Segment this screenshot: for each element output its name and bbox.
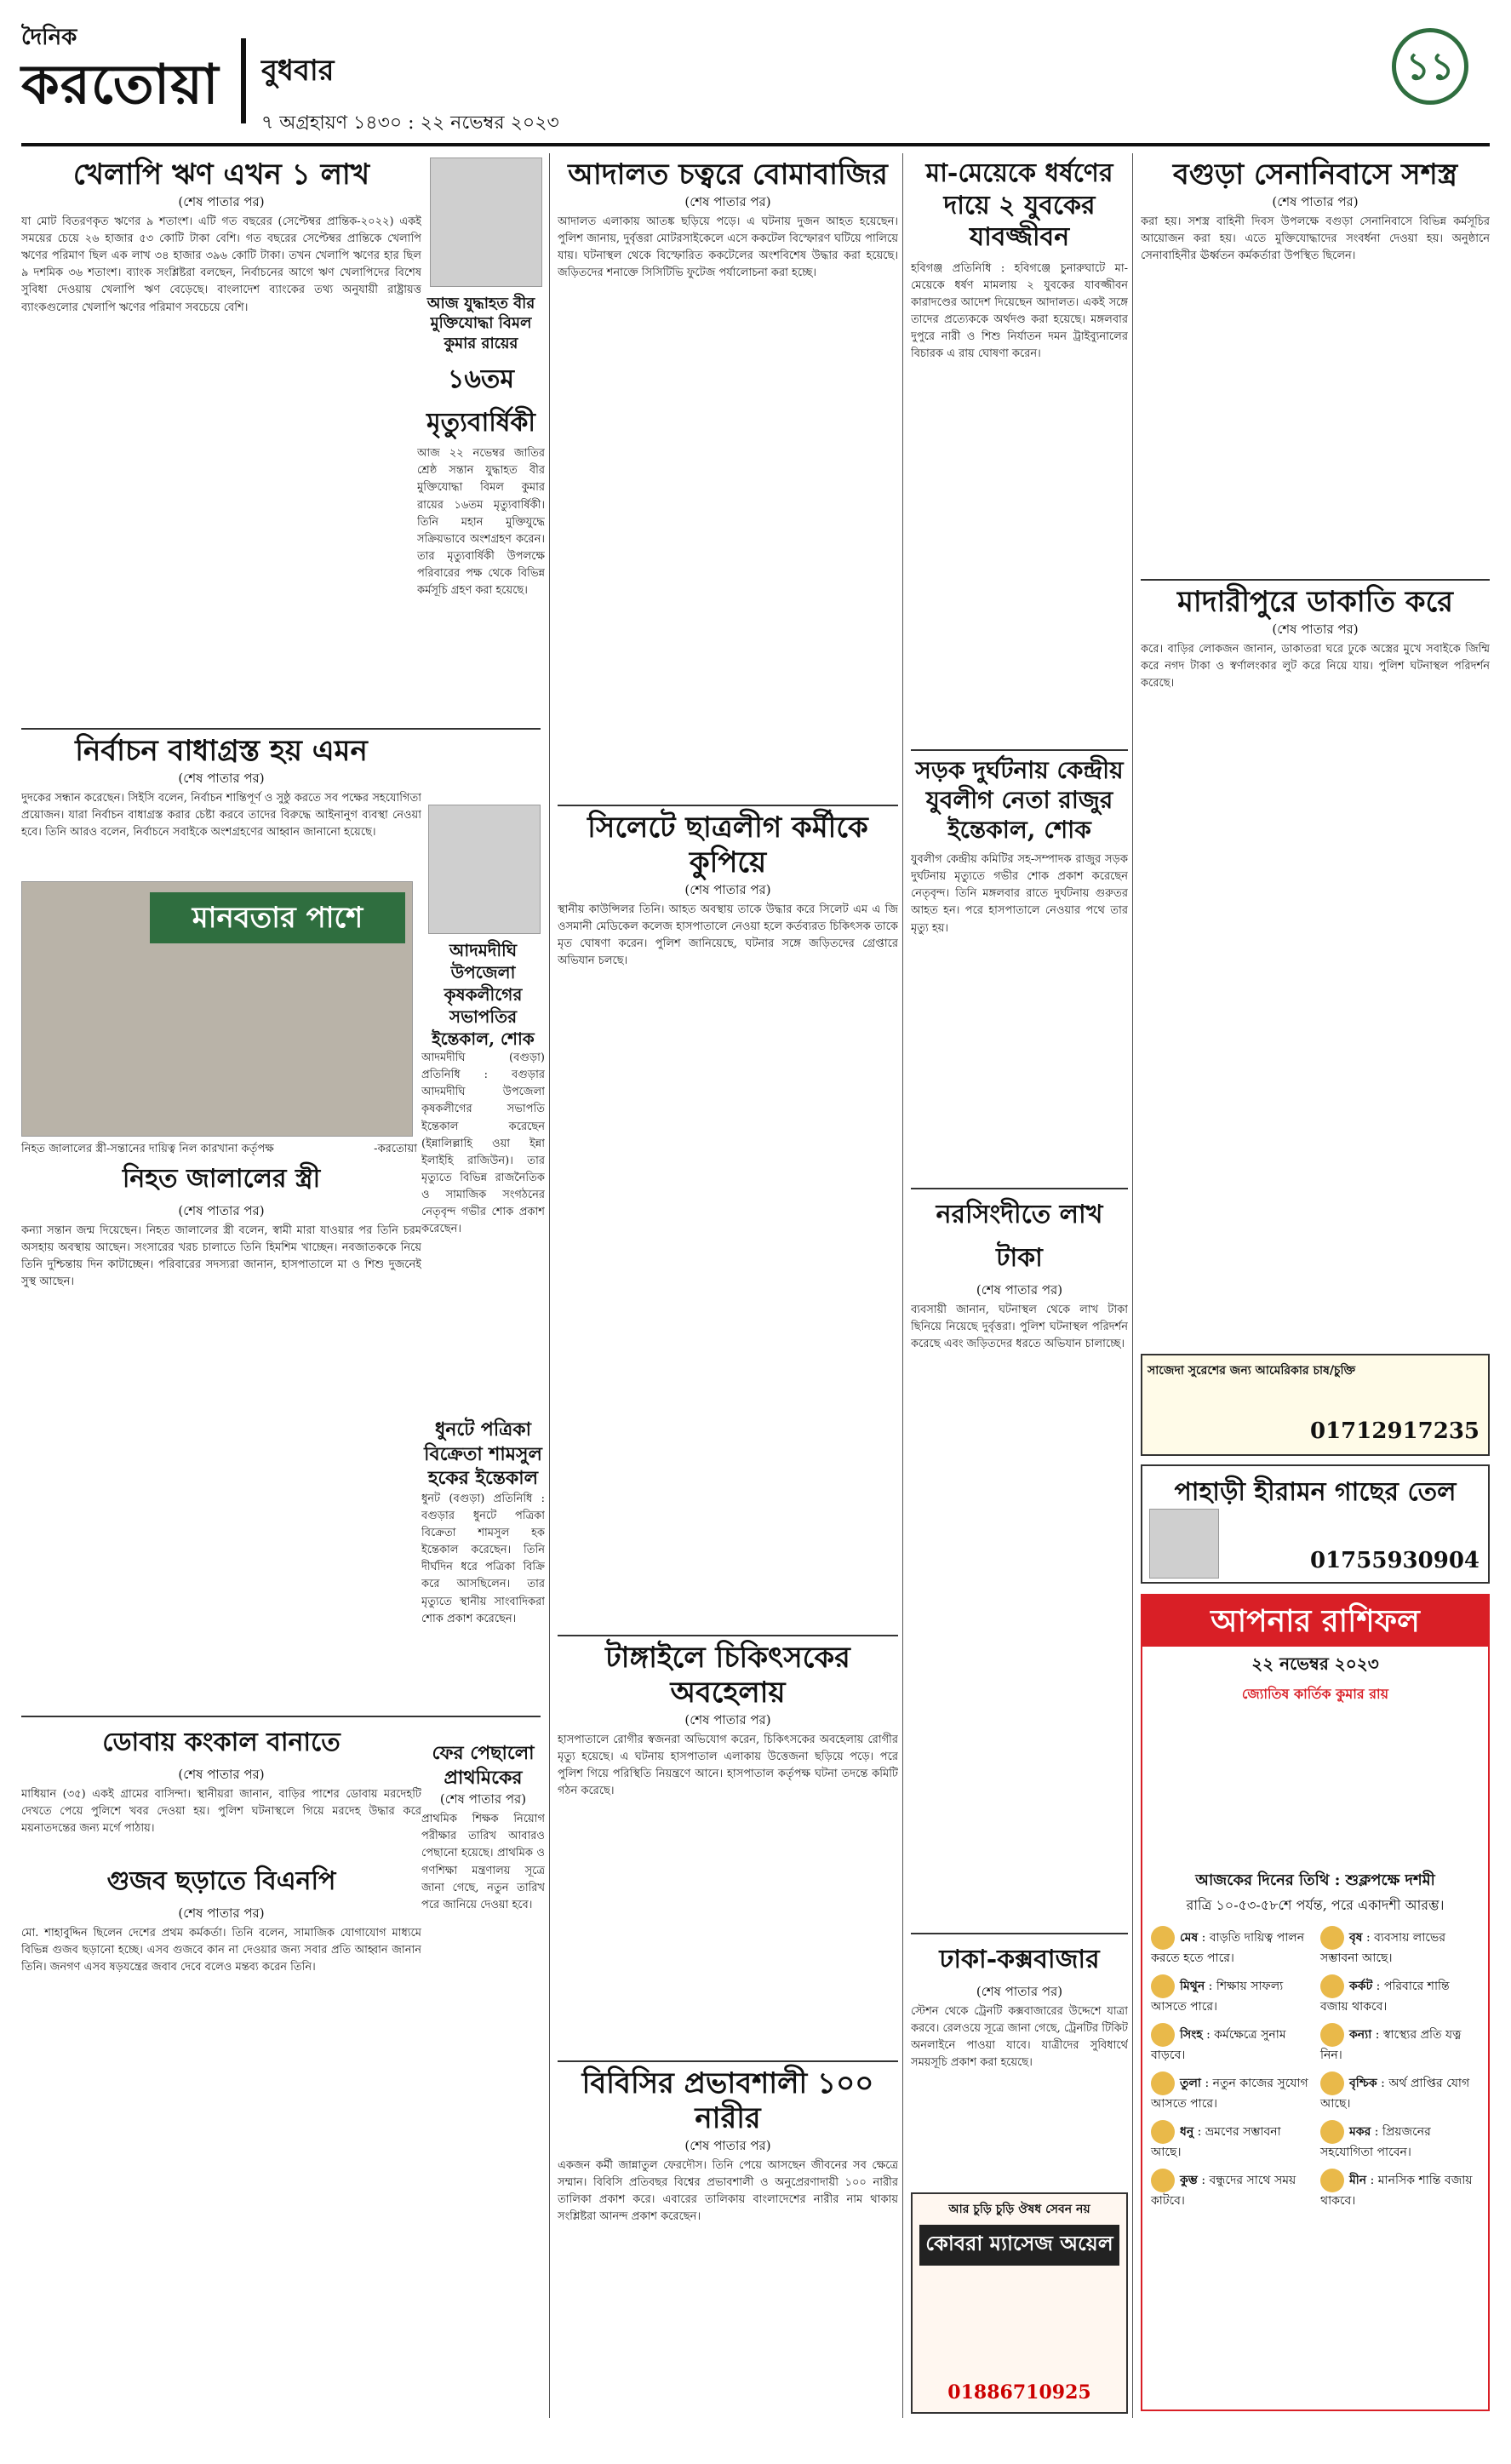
- zodiac-text: ব্যবসায় লাভের সম্ভাবনা আছে।: [1320, 1931, 1446, 1965]
- zodiac-icon: [1151, 1974, 1175, 1998]
- article-prathomik: [421, 1741, 545, 2441]
- zodiac-text: শিক্ষায় সাফল্য আসতে পারে।: [1151, 1980, 1284, 2014]
- section-rule: [558, 1635, 898, 1636]
- zodiac-sign: কর্কট : পরিবারে শান্তি বজায় থাকবে।: [1320, 1974, 1480, 2016]
- horoscope-title: আপনার রাশিফল: [1142, 1596, 1488, 1647]
- article-rape-verdict: [911, 158, 1128, 771]
- zodiac-text: ভ্রমণের সম্ভাবনা আছে।: [1151, 2125, 1281, 2159]
- article-doba: [21, 1722, 421, 1880]
- article-headline: বগুড়া সেনানিবাসে সশস্ত্র: [1172, 158, 1458, 192]
- masthead-rule: [21, 143, 1490, 146]
- article-body: স্থানীয় কাউন্সিলর তিনি। আহত অবস্থায় তাকে উদ্ধার করে সিলেট এম এ জি ওসমানী মেডিকেল কলেজ হাসপাতালে নেওয়া হলে কর্তব্যরত চিকিৎসক তাকে মৃত ঘোষণা করেন। পুলিশ জানিয়েছে, ঘটনার সঙ্গে জড়িতদের গ্রেপ্তারে অভিযান চলছে।: [558, 903, 898, 968]
- zodiac-name: বৃশ্চিক: [1349, 2077, 1377, 2090]
- zodiac-sign: কুম্ভ : বন্ধুদের সাথে সময় কাটবে।: [1151, 2169, 1310, 2210]
- article-bogura-cantonment: [1141, 158, 1490, 580]
- zodiac-text: মানসিক শান্তি বজায় থাকবে।: [1320, 2174, 1473, 2208]
- zodiac-sign: মকর : প্রিয়জনের সহযোগিতা পাবেন।: [1320, 2120, 1480, 2162]
- article-headline: গুজব ছড়াতে বিএনপি: [106, 1866, 336, 1896]
- zodiac-icon: [1320, 2120, 1344, 2144]
- zodiac-text: নতুন কাজের সুযোগ আসতে পারে।: [1151, 2077, 1308, 2111]
- zodiac-sign: মেষ : বাড়তি দায়িত্ব পালন করতে হতে পারে।: [1151, 1926, 1310, 1968]
- zodiac-name: তুলা: [1180, 2077, 1201, 2090]
- article-madaripur: [1141, 585, 1490, 1348]
- article-headline: সড়ক দুর্ঘটনায় কেন্দ্রীয় যুবলীগ নেতা রাজুর ইন্তেকাল, শোক: [915, 756, 1124, 844]
- article-continued: (শেষ পাতার পর): [684, 881, 771, 897]
- article-jalal-wife: [21, 1158, 421, 1699]
- memorial-photo: [430, 158, 542, 287]
- article-bbc: [558, 2066, 898, 2464]
- article-body: আদমদীঘি (বগুড়া) প্রতিনিধি : বগুড়ার আদমদীঘি উপজেলা কৃষকলীগের সভাপতি ইন্তেকাল করেছেন (ইন্নালিল্লাহি ওয়া ইন্না ইলাইহি রাজিউন)। তার মৃত্যুতে বিভিন্ন রাজনৈতিক ও সামাজিক সংগঠনের নেতৃবৃন্দ গভীর শোক প্রকাশ করেছেন।: [421, 1051, 545, 1236]
- zodiac-text: বন্ধুদের সাথে সময় কাটবে।: [1151, 2174, 1296, 2208]
- zodiac-name: মকর: [1349, 2125, 1371, 2139]
- zodiac-text: অর্থ প্রাপ্তির যোগ আছে।: [1320, 2077, 1470, 2111]
- zodiac-name: মেষ: [1180, 1931, 1199, 1945]
- article-continued: (শেষ পাতার পর): [178, 193, 265, 209]
- article-body: দুদকের সন্ধান করেছেন। সিইসি বলেন, নির্বাচন শান্তিপূর্ণ ও সুষ্ঠু করতে সব পক্ষের সহযোগিতা প্রয়োজন। যারা নির্বাচন বাধাগ্রস্ত করার চেষ্টা করবে তাদের বিরুদ্ধে আইনানুগ ব্যবস্থা নেওয়া হবে। তিনি আরও বলেন, নির্বাচনে সবাইকে অংশগ্রহণের আহ্বান জানানো হয়েছে।: [21, 791, 421, 839]
- ad-phone: 01755930904: [1310, 1548, 1480, 1573]
- article-headline: ফের পেছালো প্রাথমিকের: [432, 1742, 535, 1789]
- photo-caption: নিহত জালালের স্ত্রী-সন্তানের দায়িত্ব নিল কারখানা কর্তৃপক্ষ: [21, 1143, 274, 1155]
- page-number: ১১: [1392, 28, 1468, 105]
- issue-date: ৭ অগ্রহায়ণ ১৪৩০ : ২২ নভেম্বর ২০২৩: [261, 112, 559, 134]
- masthead: [21, 13, 1490, 140]
- article-continued: (শেষ পাতার পর): [1272, 193, 1359, 209]
- memorial-block: [430, 158, 541, 287]
- article-body: হাসপাতালে রোগীর স্বজনরা অভিযোগ করেন, চিকিৎসকের অবহেলায় রোগীর মৃত্যু হয়েছে। এ ঘটনায় হাসপাতাল এলাকায় উত্তেজনা ছড়িয়ে পড়ে। পরে পুলিশ গিয়ে পরিস্থিতি নিয়ন্ত্রণে আনে। হাসপাতাল কর্তৃপক্ষ ঘটনা তদন্তে কমিটি গঠন করেছে।: [558, 1733, 898, 1798]
- banner-text: মানবতার পাশে: [150, 892, 405, 943]
- zodiac-icon: [1320, 2071, 1344, 2095]
- article-continued: (শেষ পাতার পর): [976, 1984, 1063, 1999]
- tithi-time: রাত্রি ১০-৫৩-৫৮শে পর্যন্ত, পরে একাদশী আরম্ভ।: [1186, 1897, 1445, 1913]
- article-continued: (শেষ পাতার পর): [684, 1711, 771, 1728]
- zodiac-name: সিংহ: [1180, 2028, 1203, 2042]
- zodiac-sign: বৃশ্চিক : অর্থ প্রাপ্তির যোগ আছে।: [1320, 2071, 1480, 2113]
- article-body: প্রাথমিক শিক্ষক নিয়োগ পরীক্ষার তারিখ আবারও পেছানো হয়েছে। প্রাথমিক ও গণশিক্ষা মন্ত্রণালয় সূত্রে জানা গেছে, নতুন তারিখ পরে জানিয়ে দেওয়া হবে।: [421, 1813, 545, 1911]
- tithi-title: আজকের দিনের তিথি : শুক্লপক্ষে দশমী: [1195, 1871, 1435, 1889]
- zodiac-text: পরিবারে শান্তি বজায় থাকবে।: [1320, 1980, 1450, 2014]
- ad-cobra: [911, 2192, 1128, 2414]
- article-body: মো. শাহাবুদ্দিন ছিলেন দেশের প্রথম কর্মকর্তা। তিনি বলেন, সামাজিক যোগাযোগ মাধ্যমে বিভিন্ন গুজব ছড়ানো হচ্ছে। এসব গুজবে কান না দেওয়ার জন্য সবার প্রতি আহ্বান জানান তিনি। জনগণ এসব ষড়যন্ত্রের জবাব দেবে বলেও মন্তব্য করেন তিনি।: [21, 1927, 421, 1974]
- article-body: মাধিয়ান (৩৫) একই গ্রামের বাসিন্দা। স্থানীয়রা জানান, বাড়ির পাশের ডোবায় মরদেহটি দেখতে পেয়ে পুলিশে খবর দেওয়া হয়। পুলিশ ঘটনাস্থলে গিয়ে মরদেহ উদ্ধার করে ময়নাতদন্তের জন্য মর্গে পাঠায়।: [21, 1788, 421, 1836]
- article-headline: টাঙ্গাইলে চিকিৎসকের অবহেলায়: [605, 1641, 850, 1710]
- newspaper-logo: করতোয়া: [21, 53, 220, 117]
- article-nirbachon: [21, 734, 421, 901]
- zodiac-name: কুম্ভ: [1180, 2174, 1198, 2187]
- zodiac-name: কন্যা: [1349, 2028, 1372, 2042]
- ad-phone: 01886710925: [947, 2381, 1091, 2404]
- memorial-body: আজ ২২ নভেম্বর জাতির শ্রেষ্ঠ সন্তান যুদ্ধাহত বীর মুক্তিযোদ্ধা বিমল কুমার রায়ের ১৬তম মৃত্যুবার্ষিকী। তিনি মহান মুক্তিযুদ্ধে সক্রিয়ভাবে অংশগ্রহণ করেন। তার মৃত্যুবার্ষিকী উপলক্ষে পরিবারের পক্ষ থেকে বিভিন্ন কর্মসূচি গ্রহণ করা হয়েছে।: [417, 447, 545, 598]
- zodiac-name: মীন: [1349, 2174, 1367, 2187]
- article-body: একজন কর্মী জান্নাতুল ফেরদৌস। তিনি পেয়ে আসছেন জীবনের সব ক্ষেত্রে সম্মান। বিবিসি প্রতিবছর বিশ্বের প্রভাবশালী ও অনুপ্রেরণাদায়ী ১০০ নারীর তালিকা প্রকাশ করে। এবারের তালিকায় বাংলাদেশের নারীর নাম থাকায় সংশ্লিষ্টরা আনন্দ প্রকাশ করেছেন।: [558, 2158, 898, 2224]
- article-body: করে। বাড়ির লোকজন জানান, ডাকাতরা ঘরে ঢুকে অস্ত্রের মুখে সবাইকে জিম্মি করে নগদ টাকা ও স্বর্ণালংকার লুট করে নিয়ে যায়। পুলিশ ঘটনাস্থল পরিদর্শন করেছে।: [1141, 642, 1490, 690]
- article-headline: আদমদীঘি উপজেলা কৃষকলীগের সভাপতির ইন্তেকাল, শোক: [432, 940, 535, 1049]
- memorial-subtitle: ১৬তম মৃত্যুবার্ষিকী: [426, 364, 535, 438]
- zodiac-icon: [1320, 2023, 1344, 2047]
- article-body: আদালত এলাকায় আতঙ্ক ছড়িয়ে পড়ে। এ ঘটনায় দুজন আহত হয়েছেন। পুলিশ জানায়, দুর্বৃত্তরা মোটরসাইকেলে এসে ককটেল বিস্ফোরণ ঘটিয়ে পালিয়ে যায়। ঘটনাস্থল থেকে বিস্ফোরিত ককটেলের অংশবিশেষ উদ্ধার করা হয়েছে। জড়িতদের শনাক্তে সিসিটিভি ফুটেজ পর্যালোচনা করা হচ্ছে।: [558, 215, 898, 280]
- ad-title: সাজেদা সুরেশের জন্য আমেরিকার চাষ/চুক্তি: [1148, 1364, 1356, 1378]
- article-body: ধুনট (বগুড়া) প্রতিনিধি : বগুড়ার ধুনটে পত্রিকা বিক্রেতা শামসুল হক ইন্তেকাল করেছেন। তিনি দীর্ঘদিন ধরে পত্রিকা বিক্রি করে আসছিলেন। তার মৃত্যুতে স্থানীয় সাংবাদিকরা শোক প্রকাশ করেছেন।: [421, 1492, 545, 1625]
- article-adalot: [558, 158, 898, 810]
- article-headline: ঢাকা-কক্সবাজার: [939, 1945, 1100, 1974]
- section-rule: [911, 749, 1128, 751]
- section-rule: [21, 728, 541, 730]
- zodiac-sign: ধনু : ভ্রমণের সম্ভাবনা আছে।: [1151, 2120, 1310, 2162]
- column-divider: [902, 153, 903, 2418]
- article-body: যা মোট বিতরণকৃত ঋণের ৯ শতাংশ। এটি গত বছরের (সেপ্টেম্বর প্রান্তিক-২০২২) একই সময়ের চেয়ে ২৬ হাজার ৫৩ কোটি টাকা বেশি। গত বছরের সেপ্টেম্বর প্রান্তিকে খেলাপি ঋণের পরিমাণ ছিল এক লাখ ৩৪ হাজার ৩৯৬ কোটি টাকা। তখন খেলাপি ঋণের হার ছিল ৯ দশমিক ৩৬ শতাংশ। ব্যাংক সংশ্লিষ্টরা বলছেন, নির্বাচনের আগে ঋণ খেলাপিদের বিশেষ সুবিধা দেওয়ায় খেলাপি ঋণ বেড়েছে। বাংলাদেশ ব্যাংকের তথ্য অনুযায়ী রাষ্ট্রায়ত্ত ব্যাংকগুলোর খেলাপি ঋণের পরিমাণ সবচেয়ে বেশি।: [21, 215, 421, 314]
- ad-photo: [1149, 1509, 1219, 1579]
- article-dhunot: [421, 1418, 545, 1763]
- section-rule: [911, 1188, 1128, 1189]
- zodiac-icon: [1151, 2120, 1175, 2144]
- column-divider: [1132, 153, 1133, 2418]
- article-body: যুবলীগ কেন্দ্রীয় কমিটির সহ-সম্পাদক রাজুর সড়ক দুর্ঘটনায় মৃত্যুতে গভীর শোক প্রকাশ করেছেন নেতৃবৃন্দ। তিনি মঙ্গলবার রাতে দুর্ঘটনায় গুরুতর আহত হন। পরে হাসপাতালে নেওয়ার পথে তার মৃত্যু হয়।: [911, 853, 1128, 935]
- zodiac-icon: [1151, 2071, 1175, 2095]
- ad-title: আর চুড়ি চুড়ি ঔষধ সেবন নয়: [948, 2203, 1090, 2216]
- article-continued: (শেষ পাতার পর): [178, 1767, 265, 1782]
- article-body: করা হয়। সশস্ত্র বাহিনী দিবস উপলক্ষে বগুড়া সেনানিবাসে বিভিন্ন কর্মসূচির আয়োজন করা হয়। এতে মুক্তিযোদ্ধাদের সংবর্ধনা দেওয়া হয়। অনুষ্ঠানে সেনাবাহিনীর ঊর্ধ্বতন কর্মকর্তারা উপস্থিত ছিলেন।: [1141, 215, 1490, 263]
- article-headline: নিহত জালালের স্ত্রী: [122, 1164, 321, 1194]
- article-headline: আদালত চত্বরে বোমাবাজির: [568, 158, 888, 192]
- zodiac-name: কর্কট: [1349, 1980, 1373, 1993]
- article-khelapi: [21, 158, 421, 571]
- article-headline: ডোবায় কংকাল বানাতে: [102, 1728, 341, 1757]
- article-sylhet: [558, 811, 898, 1668]
- article-headline: নির্বাচন বাধাগ্রস্ত হয় এমন: [75, 734, 368, 768]
- zodiac-text: স্বাস্থ্যের প্রতি যত্ন নিন।: [1320, 2028, 1462, 2062]
- zodiac-sign: বৃষ : ব্যবসায় লাভের সম্ভাবনা আছে।: [1320, 1926, 1480, 1968]
- zodiac-sign: মীন : মানসিক শান্তি বজায় থাকবে।: [1320, 2169, 1480, 2210]
- article-headline: ধুনটে পত্রিকা বিক্রেতা শামসুল হকের ইন্তেকাল: [424, 1418, 542, 1490]
- zodiac-text: বাড়তি দায়িত্ব পালন করতে হতে পারে।: [1151, 1931, 1305, 1965]
- memorial-text: [417, 294, 545, 701]
- article-headline: মা-মেয়েকে ধর্ষণের দায়ে ২ যুবকের যাবজ্জীবন: [925, 158, 1113, 252]
- ad-phone: 01712917235: [1310, 1418, 1480, 1444]
- article-gujob: [21, 1860, 421, 2436]
- article-headline: সিলেটে ছাত্রলীগ কর্মীকে কুপিয়ে: [587, 811, 868, 880]
- article-adamdighi: [421, 805, 545, 1510]
- article-headline: খেলাপি ঋণ এখন ১ লাখ: [72, 158, 370, 192]
- memorial-title: আজ যুদ্ধাহত বীর মুক্তিযোদ্ধা বিমল কুমার রায়ের: [426, 295, 535, 352]
- horoscope-box: [1141, 1594, 1490, 2411]
- zodiac-icon: [1151, 2169, 1175, 2192]
- article-continued: (শেষ পাতার পর): [439, 1791, 527, 1808]
- masthead-divider: [241, 38, 246, 123]
- zodiac-list: [1142, 1926, 1488, 2210]
- zodiac-name: বৃষ: [1349, 1931, 1363, 1945]
- ad-hiramon: [1141, 1464, 1490, 1584]
- issue-day: বুধবার: [261, 54, 335, 88]
- zodiac-name: ধনু: [1180, 2125, 1194, 2139]
- article-body: স্টেশন থেকে ট্রেনটি কক্সবাজারের উদ্দেশে যাত্রা করবে। রেলওয়ে সূত্রে জানা গেছে, ট্রেনটির টিকিট অনলাইনে পাওয়া যাবে। যাত্রীদের সুবিধার্থে সময়সূচি প্রকাশ করা হয়েছে।: [911, 2005, 1128, 2070]
- section-rule: [558, 805, 898, 806]
- article-headline: বিবিসির প্রভাবশালী ১০০ নারীর: [581, 2066, 874, 2135]
- article-continued: (শেষ পাতার পর): [976, 1282, 1063, 1298]
- horoscope-author: জ্যোতিষ কার্তিক কুমার রায়: [1241, 1686, 1389, 1702]
- article-body: ব্যবসায়ী জানান, ঘটনাস্থল থেকে লাখ টাকা ছিনিয়ে নিয়েছে দুর্বৃত্তরা। পুলিশ ঘটনাস্থল পরিদর্শন করেছে এবং জড়িতদের ধরতে অভিযান চালাচ্ছে।: [911, 1304, 1128, 1351]
- article-continued: (শেষ পাতার পর): [178, 770, 265, 786]
- ad-title: পাহাড়ী হীরামন গাছের তেল: [1174, 1477, 1457, 1507]
- zodiac-text: কর্মক্ষেত্রে সুনাম বাড়বে।: [1151, 2028, 1286, 2062]
- section-rule: [558, 2060, 898, 2062]
- zodiac-sign: তুলা : নতুন কাজের সুযোগ আসতে পারে।: [1151, 2071, 1310, 2113]
- horoscope-date: ২২ নভেম্বর ২০২৩: [1251, 1653, 1379, 1674]
- article-headline: নরসিংদীতে লাখ টাকা: [936, 1200, 1103, 1273]
- zodiac-sign: কন্যা : স্বাস্থ্যের প্রতি যত্ন নিন।: [1320, 2023, 1480, 2065]
- zodiac-sign: মিথুন : শিক্ষায় সাফল্য আসতে পারে।: [1151, 1974, 1310, 2016]
- article-continued: (শেষ পাতার পর): [684, 193, 771, 209]
- article-tangail: [558, 1641, 898, 2089]
- section-rule: [1141, 579, 1490, 581]
- article-continued: (শেষ পাতার পর): [178, 1905, 265, 1921]
- event-photo: [21, 881, 413, 1137]
- article-continued: (শেষ পাতার পর): [1272, 621, 1359, 637]
- obituary-photo: [428, 805, 541, 934]
- zodiac-icon: [1151, 1926, 1175, 1950]
- zodiac-icon: [1320, 1974, 1344, 1998]
- section-rule: [911, 1933, 1128, 1934]
- section-rule: [21, 1716, 541, 1717]
- article-body: হবিগঞ্জ প্রতিনিধি : হবিগঞ্জে চুনারুঘাটে মা-মেয়েকে ধর্ষণ মামলায় ২ যুবকের যাবজ্জীবন কারাদণ্ডের আদেশ দিয়েছেন আদালত। একই সঙ্গে তাদের প্রত্যেককে অর্থদণ্ড করা হয়েছে। মঙ্গলবার দুপুরে নারী ও শিশু নির্যাতন দমন ট্রাইব্যুনালের বিচারক এ রায় ঘোষণা করেন।: [911, 261, 1128, 361]
- ad-usa: [1141, 1354, 1490, 1456]
- zodiac-name: মিথুন: [1180, 1980, 1205, 1993]
- zodiac-icon: [1320, 2169, 1344, 2192]
- ad-subtitle: কোবরা ম্যাসেজ অয়েল: [919, 2225, 1119, 2266]
- article-continued: (শেষ পাতার পর): [178, 1203, 265, 1218]
- article-headline: মাদারীপুরে ডাকাতি করে: [1177, 585, 1453, 619]
- photo-credit: -করতোয়া: [374, 1143, 417, 1155]
- logo-small-text: দৈনিক: [21, 25, 77, 50]
- article-body: কন্যা সন্তান জন্ম দিয়েছেন। নিহত জালালের স্ত্রী বলেন, স্বামী মারা যাওয়ার পর তিনি চরম অসহায় অবস্থায় আছেন। সংসারের খরচ চালাতে তিনি হিমশিম খাচ্ছেন। নবজাতককে নিয়ে তিনি দুশ্চিন্তায় দিন কাটাচ্ছেন। পরিবারের সদস্যরা জানান, হাসপাতালে মা ও শিশু দুজনেই সুস্থ আছেন।: [21, 1224, 421, 1289]
- article-continued: (শেষ পাতার পর): [684, 2137, 771, 2153]
- article-dhaka-cox: [911, 1939, 1128, 2233]
- zodiac-sign: সিংহ : কর্মক্ষেত্রে সুনাম বাড়বে।: [1151, 2023, 1310, 2065]
- zodiac-icon: [1320, 1926, 1344, 1950]
- zodiac-text: প্রিয়জনের সহযোগিতা পাবেন।: [1320, 2125, 1431, 2159]
- column-divider: [549, 153, 550, 2418]
- zodiac-icon: [1151, 2023, 1175, 2047]
- article-juboleague: [911, 755, 1128, 1132]
